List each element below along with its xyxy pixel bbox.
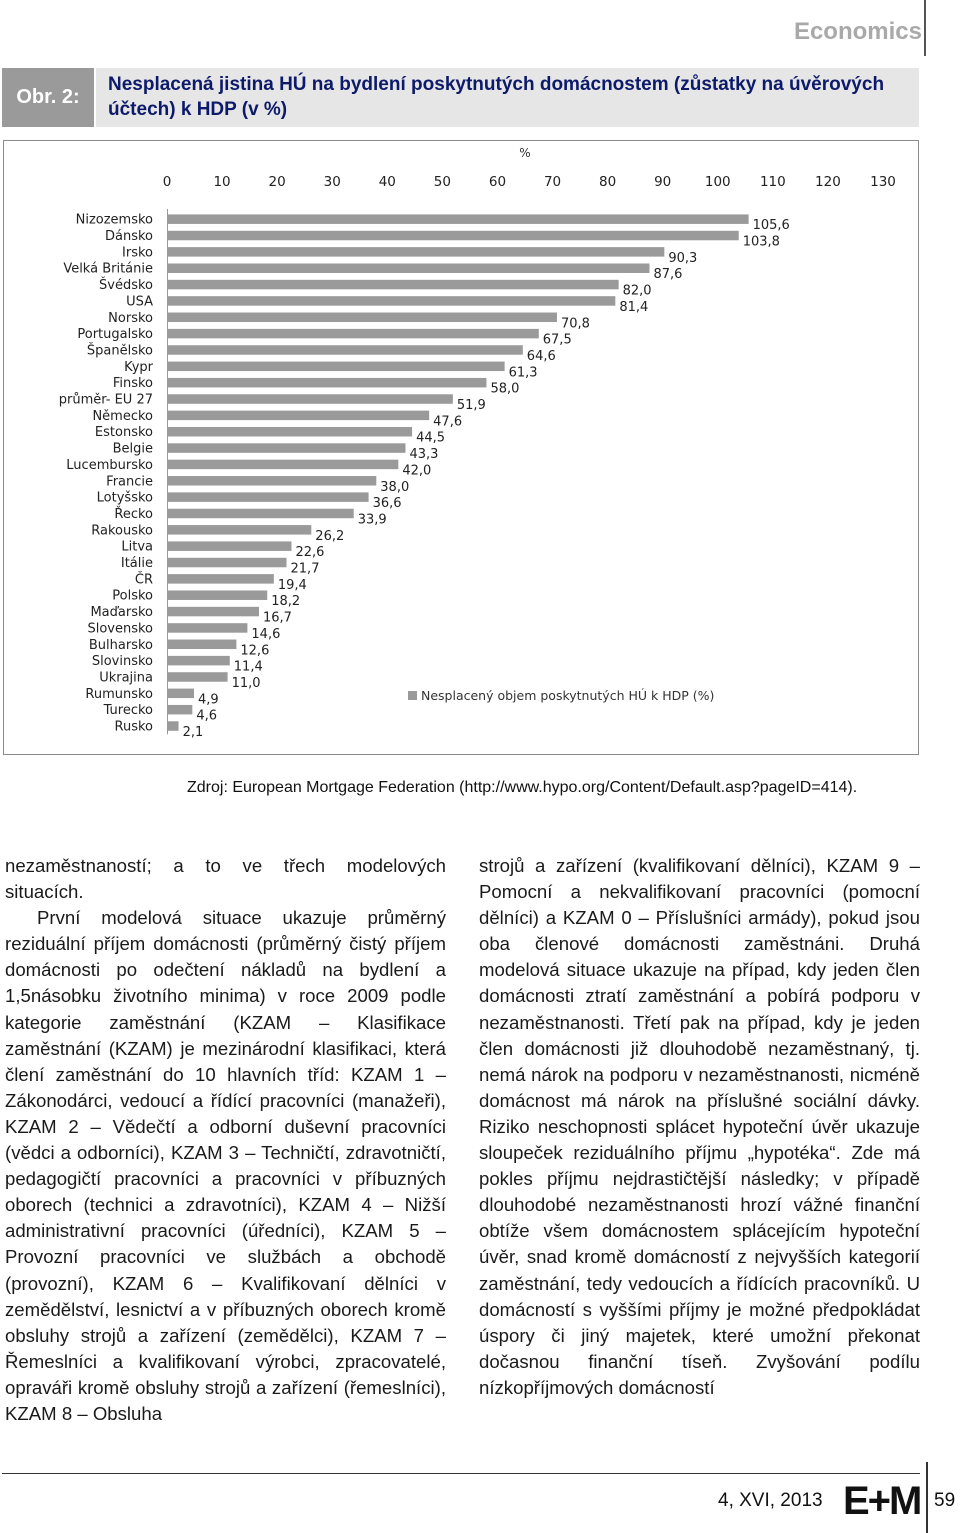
figure-source: Zdroj: European Mortgage Federation (http://www.hypo.org/Content/Default.asp?pageID=414). [187,779,858,796]
bar [168,280,619,290]
bar [168,509,354,518]
x-tick-label: 130 [870,174,896,190]
x-tick-label: 120 [815,174,841,190]
bar-value-label: 82,0 [622,283,652,299]
bar [168,640,236,650]
category-label: Estonsko [94,425,153,441]
x-tick-label: 90 [654,174,672,190]
legend-label: Nesplacený objem poskytnutých HÚ k HDP (%) [421,688,715,703]
bar-value-label: 11,4 [233,659,263,675]
bar [168,231,739,241]
bar-value-label: 18,2 [271,594,301,610]
axis-unit-label: % [519,146,531,160]
x-tick-label: 60 [488,174,507,190]
bar-value-label: 26,2 [315,528,345,544]
figure-caption-box [96,68,919,127]
bar [168,558,287,568]
bar [168,214,749,224]
category-label: Nizozemsko [75,212,153,228]
bar-value-label: 51,9 [456,398,486,414]
bar [168,492,369,502]
legend-swatch [408,691,417,700]
bar [168,362,505,372]
x-tick-label: 0 [162,174,172,190]
logo-text: E+M [843,1479,921,1520]
bar-value-label: 67,5 [542,332,572,348]
bar-value-label: 19,4 [277,577,307,593]
category-label: Řecko [114,506,153,522]
bar [168,525,311,535]
bar [168,247,664,257]
bar-value-label: 16,7 [262,610,292,626]
category-label: Polsko [112,588,153,604]
section-title: Economics [793,18,922,45]
category-label: Irsko [122,245,153,261]
bar [168,574,274,584]
category-label: Dánsko [104,229,153,245]
bar [168,541,291,551]
bar-value-label: 87,6 [653,267,683,283]
figure-label: Obr. 2: [2,68,94,127]
category-label: Maďarsko [90,605,153,621]
category-label: Rakousko [91,523,153,539]
category-label: Německo [92,408,153,424]
paragraph: První modelová situace ukazuje průměrný reziduální příjem domácnosti (průměrný čistý příjem domácnosti po odečtení nákladů na bydlení a 1,5násobku životního minima) v roce 2009 podle kategorie zaměstnání (KZAM – Klasifikace zaměstnání (KZAM) je mezinárodní klasifikaci, která člení zaměstnání do 10 hlavních tříd: KZAM 1 – Zákonodárci, vedoucí a řídící pracovníci (manažeři), KZAM 2 – Vědečtí a odborní duševní pracovníci (vědci a odborníci), KZAM 3 – Techničtí, zdravotničtí, pedagogičtí pracovníci a pracovníci v příbuzných oborech (technici a zdravotníci), KZAM 4 – Nižší administrativní pracovníci (úředníci), KZAM 5 – Provozní pracovníci ve službách a obchodě (provozní), KZAM 6 – Kvalifikovaní dělníci v zemědělství, lesnictví a v příbuzných oborech kromě obsluhy strojů a zařízení (zemědělci), KZAM 7 – Řemeslníci a kvalifikovaní výrobci, zpracovatelé, opraváři kromě obsluhy strojů a zařízení (řemeslníci), KZAM 8 – Obsluha [5,907,446,1424]
category-label: Bulharsko [88,637,153,653]
bar-value-label: 4,6 [196,708,218,724]
x-tick-label: 10 [213,174,231,190]
x-tick-label: 50 [433,174,451,190]
x-tick-label: 20 [268,174,286,190]
bar [168,672,228,682]
bar-value-label: 64,6 [526,348,556,364]
paragraph: nezaměstnaností; a to ve třech modelových situacích. [5,855,446,903]
text-column-right [479,853,920,1401]
bar-value-label: 44,5 [416,430,446,446]
bar-value-label: 21,7 [290,561,320,577]
bar-value-label: 43,3 [409,447,439,463]
category-label: Litva [121,539,153,555]
bar [168,721,179,731]
bar-value-label: 2,1 [182,725,204,741]
bar [168,313,557,323]
bar-value-label: 42,0 [402,463,432,479]
category-label: Španělsko [86,343,153,359]
category-label: průměr- EU 27 [58,392,153,408]
category-label: Ukrajina [99,670,153,686]
bar-value-label: 103,8 [742,234,780,250]
bar [168,378,486,388]
category-label: Rusko [114,719,153,735]
bar-value-label: 58,0 [490,381,520,397]
category-label: Kypr [124,359,153,375]
x-tick-label: 40 [378,174,396,190]
text-column-left [5,853,446,1427]
bar-value-label: 12,6 [240,643,270,659]
bar-value-label: 61,3 [508,365,538,381]
bar [168,296,615,306]
category-label: Lotyšsko [96,490,153,506]
x-tick-label: 100 [704,174,731,190]
category-label: Belgie [112,441,153,457]
x-tick-label: 80 [599,174,617,190]
bar [168,476,376,486]
bar-value-label: 70,8 [560,316,590,332]
page-number: 59 [934,1490,956,1511]
paragraph: strojů a zařízení (kvalifikovaní dělníci), KZAM 9 – Pomocní a nekvalifikovaní pracovníci (pomocní dělníci) a KZAM 0 – Příslušníci armády), pokud jsou oba členové domácnosti zaměstnáni. Druhá modelová situace ukazuje na případ, kdy jeden člen domácnosti ztratí zaměstnání a pobírá podporu v nezaměstnanosti. Třetí pak na případ, kdy je jeden člen domácnosti již dlouhodobě nezaměstnaný, tj. nemá nárok na podporu v nezaměstnanosti, nicméně domácnost má nárok na příslušné sociální dávky. Riziko neschopnosti splácet hypoteční úvěr ukazuje sloupeček reziduálního příjmu „hypotéka“. Zde má pokles příjmu nejdrastičtější následky; v případě dlouhodobé nezaměstnanosti hrozí vážné finanční obtíže všem domácnostem splácejícím hypoteční úvěr, snad kromě domácností z nejvyšších kategorií zaměstnání, tedy vedoucích a řídících pracovníků. U domácností s vyššími příjmy je možné předpokládat úspory či jiný majetek, které umožní překonat dočasnou finanční tíseň. Zvyšování podílu nízkopříjmových domácností [479,855,920,1398]
bar [168,689,194,699]
section-divider [924,0,926,56]
category-label: Turecko [103,703,153,719]
bar-value-label: 22,6 [295,545,325,561]
bar [168,607,259,617]
category-label: Švédsko [99,278,153,294]
bar-value-label: 36,6 [372,496,402,512]
category-label: Norsko [108,310,153,326]
bar [168,427,412,437]
bar [168,705,192,715]
figure-caption: Nesplacená jistina HÚ na bydlení poskytnutých domácnostem (zůstatky na úvěrových účtech) k HDP (v %) [108,74,885,120]
bar [168,623,247,633]
x-tick-label: 30 [323,174,341,190]
issue-number: 4, XVI, 2013 [718,1490,823,1511]
category-label: ČR [134,572,153,588]
bar [168,329,539,339]
bar [168,590,267,600]
bar-chart [4,141,918,754]
category-label: Finsko [112,376,153,392]
category-label: Rumunsko [85,686,153,702]
footer-divider [2,1473,920,1474]
bar [168,656,230,666]
bar-value-label: 33,9 [357,512,387,528]
category-label: Slovinsko [91,654,153,670]
bar-value-label: 38,0 [380,479,410,495]
bar-value-label: 4,9 [197,692,219,708]
bar-value-label: 105,6 [752,218,790,234]
x-tick-label: 110 [759,174,786,190]
bar [168,443,405,453]
bar [168,345,523,355]
journal-logo [843,1478,921,1525]
bar [168,460,398,470]
category-label: Portugalsko [77,327,153,343]
category-label: Francie [106,474,153,490]
bar-value-label: 90,3 [668,250,698,266]
category-label: Velká Británie [63,261,153,277]
category-label: Itálie [120,556,153,572]
bar-value-label: 47,6 [433,414,463,430]
bar [168,263,649,273]
category-label: Lucembursko [66,457,153,473]
category-label: USA [126,294,153,310]
bar [168,411,429,421]
category-label: Slovensko [87,621,153,637]
x-tick-label: 70 [543,174,562,190]
bar-value-label: 81,4 [619,299,649,315]
chart-frame [3,140,919,755]
bar-value-label: 14,6 [251,626,281,642]
bar-value-label: 11,0 [231,675,261,691]
bar [168,394,453,404]
footer-vertical-rule [926,1462,928,1533]
